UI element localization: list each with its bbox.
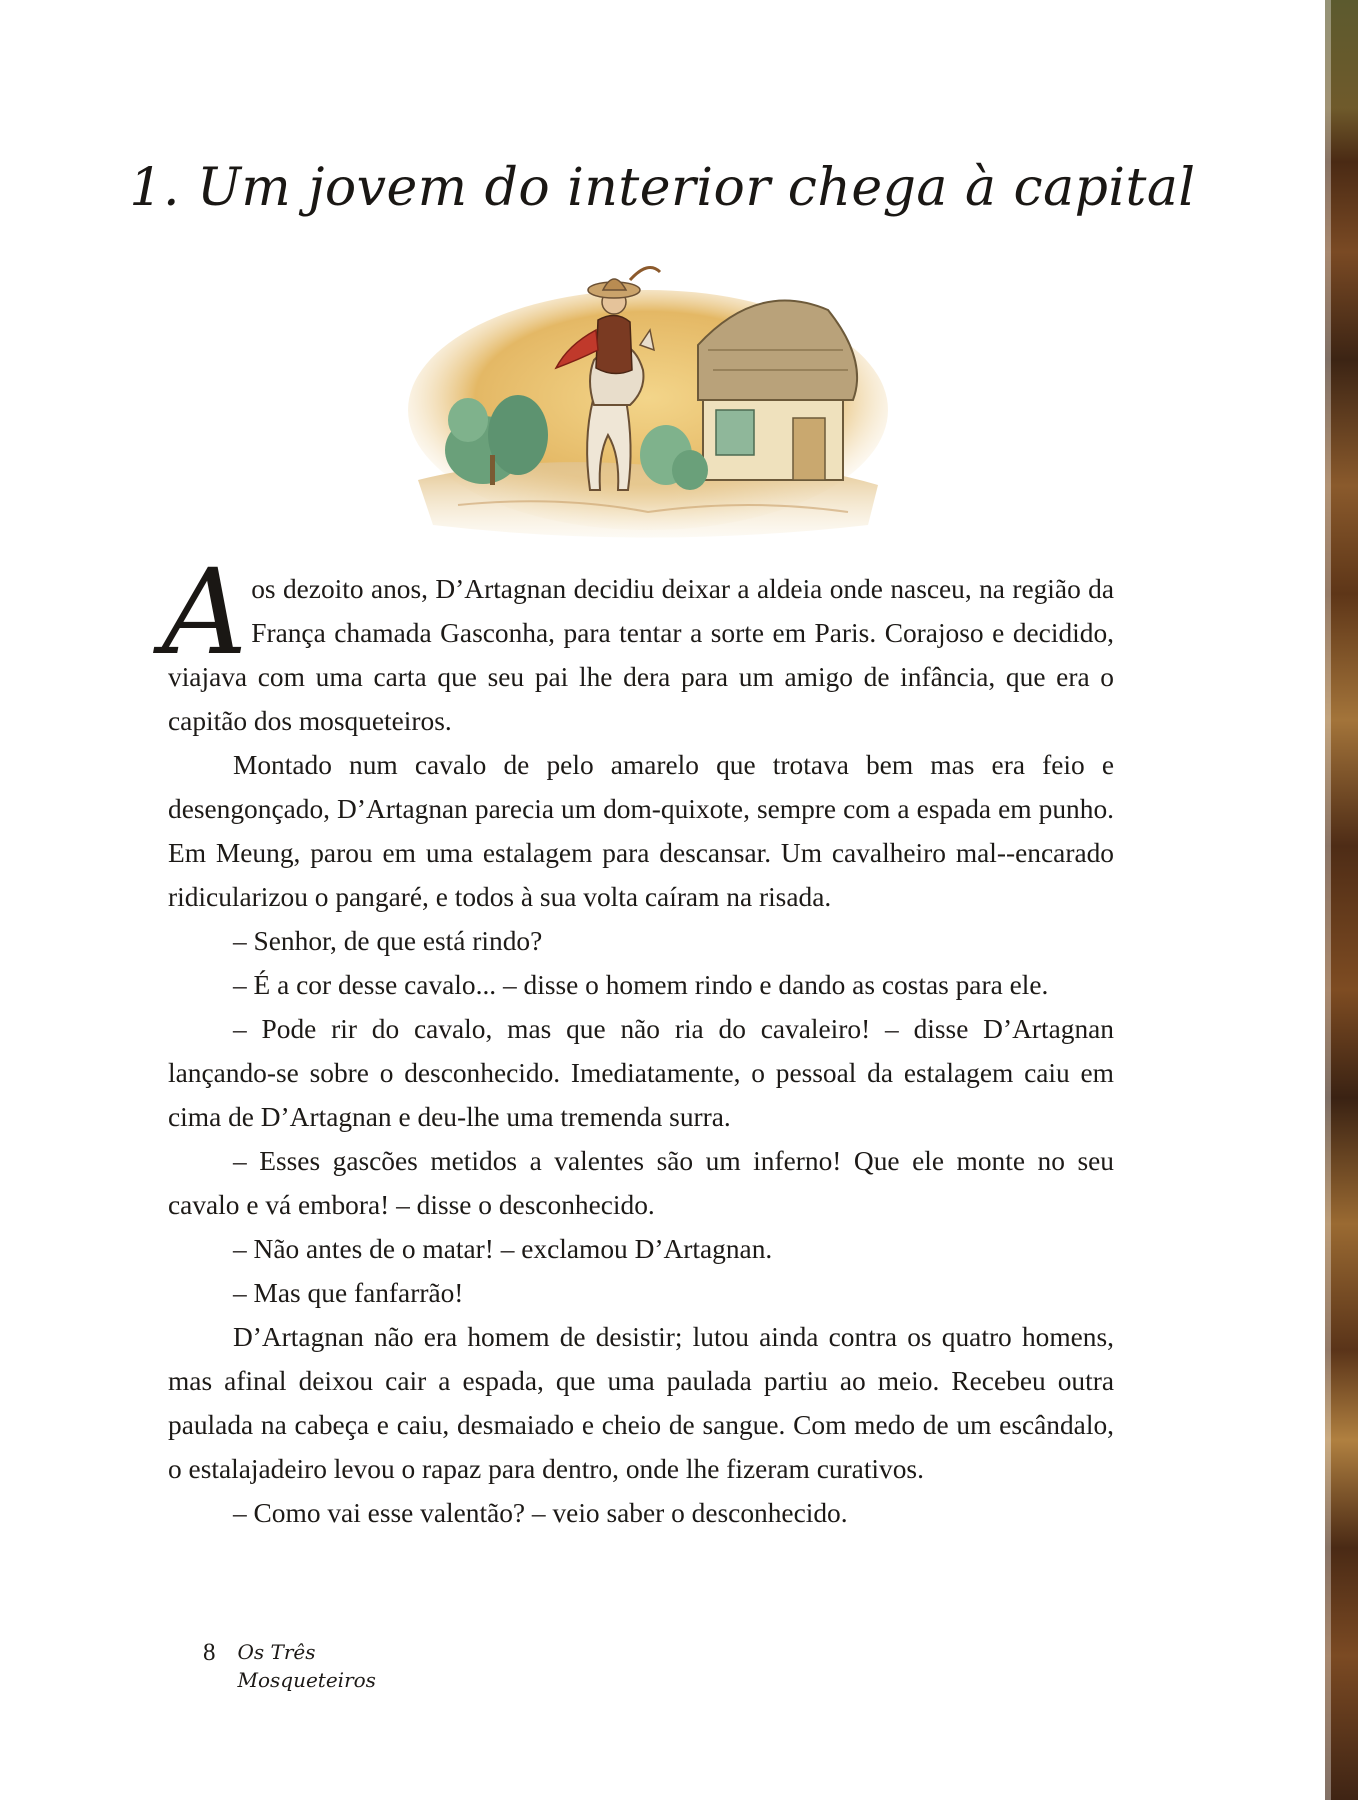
paragraph: Aos dezoito anos, D’Artagnan decidiu deixar a aldeia onde nasceu, na região da França chamada Gasconha, para tentar a sorte em Paris. Corajoso e decidido, viajava com uma carta que seu pai lhe dera para um amigo de infância, que era o capitão dos mosqueteiros.	[162, 543, 1114, 736]
chapter-title: 1. Um jovem do interior chega à capital	[129, 158, 1196, 218]
chapter-body	[162, 543, 1114, 1535]
adjacent-page-edge	[1325, 0, 1358, 1800]
dialogue-line: – Como vai esse valentão? – veio saber o desconhecido.	[233, 1498, 848, 1528]
dialogue-line: – Senhor, de que está rindo?	[233, 926, 543, 956]
drop-cap: A	[162, 543, 248, 681]
paragraph: Montado num cavalo de pelo amarelo que trotava bem mas era feio e desengonçado, D’Artagnan parecia um dom-quixote, sempre com a espada em punho. Em Meung, parou em uma estalagem para descansar. Um cavalheiro mal--encarado ridicularizou o pangaré, e todos à sua volta caíram na risada.	[168, 750, 1114, 912]
horseman-illustration	[398, 250, 893, 550]
dialogue-line: – Esses gascões metidos a valentes são um inferno! Que ele monte no seu cavalo e vá embora! – disse o desconhecido.	[168, 1146, 1114, 1220]
page-footer	[203, 1638, 376, 1694]
paragraph: D’Artagnan não era homem de desistir; lutou ainda contra os quatro homens, mas afinal deixou cair a espada, que uma paulada partiu ao meio. Recebeu outra paulada na cabeça e caiu, desmaiado e cheio de sangue. Com medo de um escândalo, o estalajadeiro levou o rapaz para dentro, onde lhe fizeram curativos.	[168, 1322, 1114, 1484]
book-title-line-2: Mosqueteiros	[237, 1668, 376, 1692]
book-title-line-1: Os Três	[237, 1640, 316, 1664]
dialogue-line: – Mas que fanfarrão!	[233, 1278, 464, 1308]
page-number: 8	[203, 1639, 216, 1666]
dialogue-line: – Não antes de o matar! – exclamou D’Artagnan.	[233, 1234, 773, 1264]
cottage	[698, 301, 857, 480]
running-book-title	[238, 1638, 376, 1694]
dialogue-line: – Pode rir do cavalo, mas que não ria do cavaleiro! – disse D’Artagnan lançando-se sobre o desconhecido. Imediatamente, o pessoal da estalagem caiu em cima de D’Artagnan e deu-lhe uma tremenda surra.	[168, 1014, 1114, 1132]
dialogue-line: – É a cor desse cavalo... – disse o homem rindo e dando as costas para ele.	[233, 970, 1049, 1000]
